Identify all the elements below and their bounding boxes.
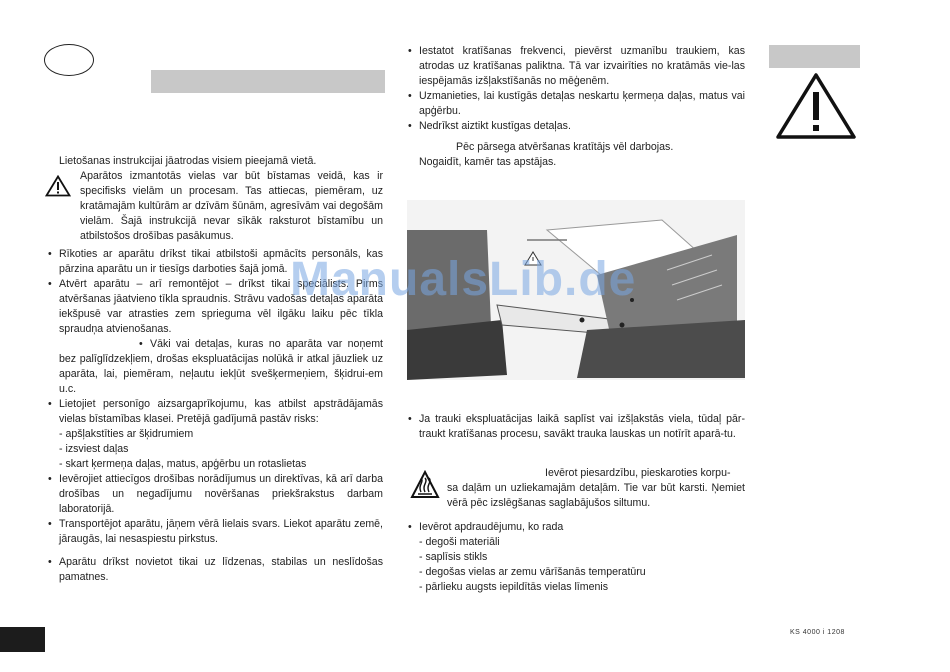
note-text: Pēc pārsega atvēršanas kratītājs vēl darbojas. (456, 141, 674, 153)
hazard-list-item: - pārlieku augsts iepildītās vielas līmenis (419, 581, 609, 593)
language-badge (44, 44, 94, 76)
bullet-item: • Ievērojiet attiecīgos drošības norādījumus un direktīvas, kā arī darba drošības un negadījumu novēršanas priekšrakstus darbam laboratorijā. (48, 472, 383, 517)
warning-small-icon (45, 175, 71, 197)
right-bullets-mid (408, 412, 745, 442)
hazard-list-item: - degošas vielas ar zemu vārīšanās temperatūru (419, 566, 646, 578)
warning-header-bar (769, 45, 860, 68)
watermark: ManualsLib.de (290, 253, 637, 306)
hazard-paragraph (80, 169, 383, 244)
bullet-item: • Lietojiet personīgo aizsargaprīkojumu, kas atbilst apstrādājamās vielas bīstamības klasei. Pretējā gadījumā pastāv risks: (48, 397, 383, 427)
hazard-list-item: - degoši materiāli (419, 536, 500, 548)
note-text: Nogaidīt, kamēr tas apstājas. (419, 156, 557, 168)
bullet-item: • Ievērot apdraudējumu, ko rada (408, 520, 745, 535)
risk-list-item: - skart ķermeņa daļas, matus, apģērbu un rotaslietas (59, 458, 307, 470)
bullet-item: • Uzmanieties, lai kustīgās detaļas neskartu ķermeņa daļas, matus vai apģērbu. (408, 89, 745, 119)
bullet-item: • Transportējot aparātu, jāņem vērā lielais svars. Liekot aparātu zemē, jāraugās, lai nesaspiestu pirkstus. (48, 517, 383, 547)
hot-surface-icon (410, 470, 440, 500)
bullet-item: • Iestatot kratīšanas frekvenci, pievērst uzmanību traukiem, kas atrodas uz kratīšanas paliktna. Tā var izvairīties no kratāmās vie-las iespējamās izšļakstīšanās no mēģenēm. (408, 44, 745, 89)
hot-text-rest: sa daļām un uzliekamajām detaļām. Tie var būt karsti. Ņemiet vērā pēc izslēgšanas saglabājušos siltumu. (447, 482, 745, 509)
right-bullets-bottom (408, 520, 745, 595)
hot-surface-note (447, 466, 745, 511)
bullet-item: • Vāki vai detaļas, kuras no aparāta var noņemt bez palīglīdzekļiem, drošas ekspluatācijas nolūkā ir atkal jāuzliek uz aparāta, lai, piemēram, neļautu iekļūt svešķermeņiem, šķidrui-em u.c. (48, 337, 383, 397)
intro-text: Lietošanas instrukcijai jāatrodas visiem pieejamā vietā. (59, 155, 317, 167)
bullet-item: • Ja trauki ekspluatācijas laikā saplīst vai izšļakstās viela, tūdaļ pār-traukt kratīšanas procesu, savākt trauka lauskas un notīrīt aparā-tu. (408, 412, 745, 442)
page-corner-marker (0, 627, 45, 652)
right-bullets-top (408, 44, 745, 170)
bullet-item: • Nedrīkst aiztikt kustīgas detaļas. (408, 119, 745, 134)
hazard-text: Aparātos izmantotās vielas var būt bīstamas veidā, kas ir specifisks vielām un procesam. Tas attiecas, piemēram, uz kratāmajām kultūrām ar dzīvām šūnām, agresīvām vai degošām vielām. Šajā instrukcijā nevar sīkāk raksturot bīstamību un atbilstošos drošības pasākumus. (80, 170, 383, 242)
footer-doc-code: KS 4000 i 1208 (790, 629, 845, 636)
warning-triangle-icon (775, 72, 857, 140)
risk-list-item: - apšļakstīties ar šķidrumiem (59, 428, 194, 440)
hazard-list-item: - saplīsis stikls (419, 551, 488, 563)
risk-list-item: - izsviest daļas (59, 443, 129, 455)
bullet-item: • Atvērt aparātu – arī remontējot – drīkst tikai speciālists. Pirms atvēršanas jāatvieno tīkla spraudnis. Strāvu vadošas detaļas aparāta iekšpusē var atrasties zem sprieguma vēl ilgāku laiku pēc tīkla spraudņa atvienošanas. (48, 277, 383, 337)
hot-text-first: Ievērot piesardzību, pieskaroties korpu- (545, 467, 731, 479)
section-header-bar (151, 70, 385, 93)
bullet-item: • Rīkoties ar aparātu drīkst tikai atbilstoši apmācīts personāls, kas pārzina aparātu un ir tiesīgs darboties šajā jomā. (48, 247, 383, 277)
left-column (59, 154, 383, 169)
bullet-item: • Aparātu drīkst novietot tikai uz līdzenas, stabilas un neslīdošas pamatnes. (48, 555, 383, 585)
